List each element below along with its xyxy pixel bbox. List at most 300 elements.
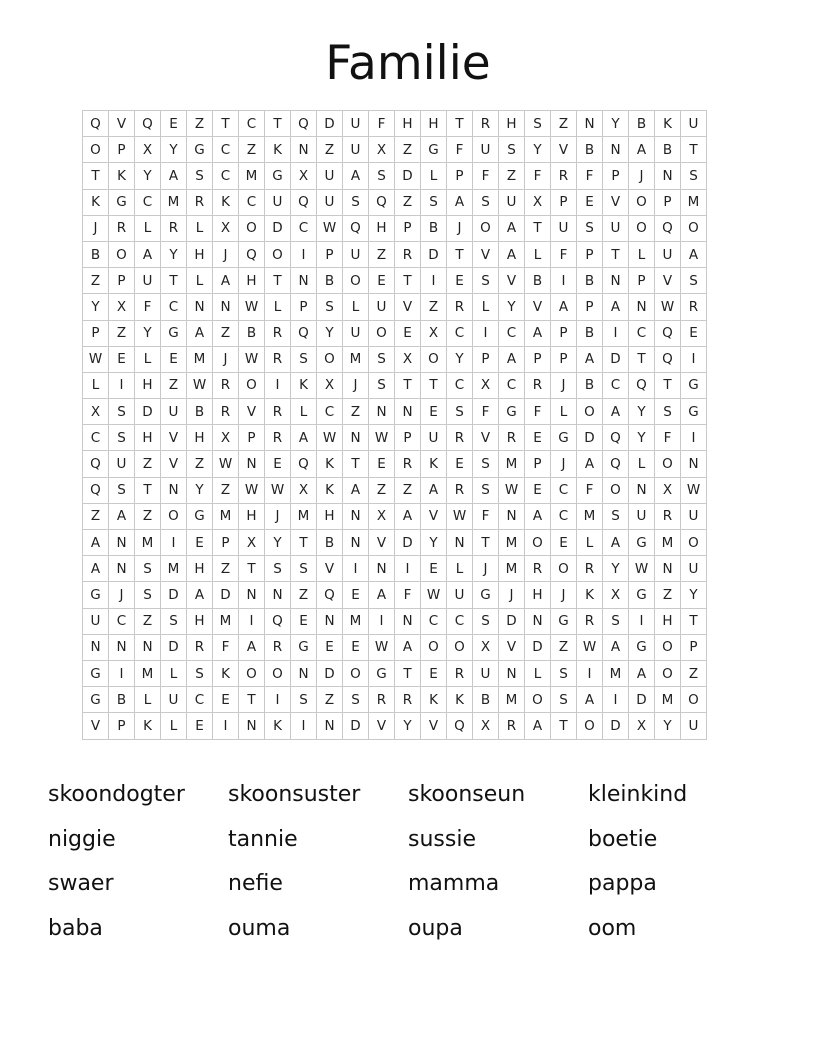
grid-cell: I: [395, 556, 421, 582]
grid-row: [83, 163, 707, 189]
grid-cell: Z: [369, 241, 395, 267]
grid-cell: F: [525, 399, 551, 425]
grid-cell: M: [499, 556, 525, 582]
grid-cell: D: [317, 660, 343, 686]
grid-cell: Z: [395, 137, 421, 163]
grid-cell: V: [525, 294, 551, 320]
grid-cell: Y: [629, 425, 655, 451]
grid-cell: B: [187, 399, 213, 425]
grid-cell: S: [135, 582, 161, 608]
grid-cell: K: [265, 713, 291, 739]
grid-cell: Z: [655, 582, 681, 608]
grid-cell: P: [213, 530, 239, 556]
grid-cell: X: [421, 320, 447, 346]
grid-row: [83, 608, 707, 634]
grid-cell: B: [473, 687, 499, 713]
grid-cell: W: [83, 346, 109, 372]
grid-row: [83, 241, 707, 267]
grid-cell: N: [681, 451, 707, 477]
word-list-item: mamma: [408, 871, 500, 896]
grid-cell: A: [213, 268, 239, 294]
grid-cell: Z: [135, 503, 161, 529]
grid-cell: E: [265, 451, 291, 477]
grid-cell: N: [317, 713, 343, 739]
grid-cell: J: [551, 451, 577, 477]
grid-cell: T: [395, 660, 421, 686]
grid-cell: P: [239, 425, 265, 451]
grid-cell: Q: [655, 215, 681, 241]
grid-cell: E: [421, 399, 447, 425]
grid-cell: T: [421, 372, 447, 398]
grid-cell: R: [265, 399, 291, 425]
grid-cell: K: [109, 163, 135, 189]
grid-row: [83, 451, 707, 477]
grid-cell: R: [577, 556, 603, 582]
word-list-item: oom: [588, 915, 637, 941]
grid-cell: Z: [551, 634, 577, 660]
grid-cell: C: [447, 320, 473, 346]
grid-cell: C: [187, 687, 213, 713]
grid-cell: M: [577, 503, 603, 529]
grid-cell: E: [187, 713, 213, 739]
grid-cell: S: [473, 268, 499, 294]
grid-cell: V: [369, 530, 395, 556]
grid-cell: A: [577, 687, 603, 713]
grid-cell: D: [499, 608, 525, 634]
grid-cell: M: [343, 608, 369, 634]
grid-cell: W: [577, 634, 603, 660]
grid-cell: I: [109, 372, 135, 398]
grid-cell: O: [239, 660, 265, 686]
grid-cell: Z: [83, 268, 109, 294]
grid-cell: M: [499, 687, 525, 713]
grid-cell: N: [239, 713, 265, 739]
grid-cell: J: [447, 215, 473, 241]
grid-cell: G: [265, 163, 291, 189]
grid-cell: N: [395, 608, 421, 634]
grid-cell: T: [265, 268, 291, 294]
grid-cell: Q: [343, 215, 369, 241]
grid-cell: N: [577, 111, 603, 137]
grid-cell: E: [681, 320, 707, 346]
grid-cell: R: [109, 215, 135, 241]
grid-cell: O: [603, 477, 629, 503]
grid-cell: V: [161, 425, 187, 451]
grid-cell: Q: [447, 713, 473, 739]
grid-cell: K: [135, 713, 161, 739]
grid-cell: Z: [213, 556, 239, 582]
grid-cell: S: [473, 189, 499, 215]
grid-cell: K: [317, 477, 343, 503]
grid-cell: H: [239, 268, 265, 294]
grid-cell: X: [291, 477, 317, 503]
grid-cell: X: [369, 137, 395, 163]
grid-cell: Z: [161, 372, 187, 398]
grid-cell: V: [395, 294, 421, 320]
grid-cell: L: [525, 660, 551, 686]
grid-cell: O: [551, 556, 577, 582]
grid-cell: G: [291, 634, 317, 660]
grid-cell: A: [577, 451, 603, 477]
grid-cell: R: [499, 425, 525, 451]
grid-cell: V: [421, 503, 447, 529]
grid-cell: J: [83, 215, 109, 241]
grid-cell: U: [343, 241, 369, 267]
grid-cell: T: [681, 137, 707, 163]
grid-cell: C: [135, 189, 161, 215]
grid-cell: I: [291, 713, 317, 739]
grid-cell: R: [187, 189, 213, 215]
grid-cell: P: [109, 137, 135, 163]
grid-cell: Z: [499, 163, 525, 189]
grid-cell: O: [629, 215, 655, 241]
grid-cell: E: [577, 189, 603, 215]
grid-cell: U: [681, 556, 707, 582]
grid-cell: R: [213, 372, 239, 398]
grid-cell: P: [551, 346, 577, 372]
grid-cell: G: [369, 660, 395, 686]
grid-cell: P: [551, 189, 577, 215]
grid-cell: E: [395, 320, 421, 346]
grid-cell: J: [265, 503, 291, 529]
grid-cell: Z: [83, 503, 109, 529]
grid-cell: V: [421, 713, 447, 739]
word-list-item: kleinkind: [588, 782, 688, 807]
grid-cell: O: [239, 372, 265, 398]
grid-cell: H: [655, 608, 681, 634]
grid-row: [83, 713, 707, 739]
grid-cell: P: [473, 346, 499, 372]
grid-cell: F: [551, 241, 577, 267]
grid-cell: N: [603, 137, 629, 163]
grid-cell: G: [629, 582, 655, 608]
grid-cell: N: [239, 582, 265, 608]
word-list-item: skoonseun: [408, 782, 526, 807]
grid-cell: Q: [655, 320, 681, 346]
grid-cell: W: [369, 634, 395, 660]
grid-cell: U: [681, 111, 707, 137]
grid-cell: Y: [135, 163, 161, 189]
grid-cell: Y: [655, 713, 681, 739]
grid-cell: A: [603, 634, 629, 660]
grid-cell: C: [447, 608, 473, 634]
grid-cell: O: [681, 687, 707, 713]
grid-cell: E: [343, 582, 369, 608]
grid-cell: D: [317, 111, 343, 137]
grid-cell: N: [291, 660, 317, 686]
grid-cell: W: [499, 477, 525, 503]
grid-cell: C: [551, 477, 577, 503]
grid-cell: V: [239, 399, 265, 425]
grid-cell: N: [187, 294, 213, 320]
grid-cell: L: [551, 399, 577, 425]
grid-cell: V: [603, 189, 629, 215]
grid-cell: Q: [265, 608, 291, 634]
grid-cell: A: [629, 137, 655, 163]
grid-cell: Y: [135, 320, 161, 346]
grid-cell: A: [577, 346, 603, 372]
grid-cell: O: [525, 530, 551, 556]
grid-cell: J: [109, 582, 135, 608]
grid-cell: B: [577, 137, 603, 163]
grid-cell: J: [213, 241, 239, 267]
grid-cell: L: [187, 268, 213, 294]
grid-cell: S: [135, 556, 161, 582]
grid-cell: Q: [603, 451, 629, 477]
grid-cell: D: [525, 634, 551, 660]
grid-cell: O: [343, 660, 369, 686]
grid-cell: N: [291, 268, 317, 294]
grid-cell: K: [213, 189, 239, 215]
grid-cell: P: [551, 320, 577, 346]
grid-cell: Y: [603, 556, 629, 582]
grid-cell: A: [629, 660, 655, 686]
grid-cell: S: [343, 189, 369, 215]
grid-cell: U: [161, 687, 187, 713]
grid-cell: K: [291, 372, 317, 398]
grid-cell: S: [265, 556, 291, 582]
grid-cell: N: [343, 425, 369, 451]
word-list-item: pappa: [588, 871, 657, 896]
grid-cell: R: [473, 111, 499, 137]
grid-cell: A: [343, 163, 369, 189]
grid-cell: E: [447, 268, 473, 294]
grid-cell: D: [603, 346, 629, 372]
word-list-item: swaer: [48, 871, 114, 896]
grid-cell: E: [291, 608, 317, 634]
grid-cell: M: [291, 503, 317, 529]
grid-cell: B: [109, 687, 135, 713]
word-list-item: skoondogter: [48, 782, 185, 807]
grid-row: [83, 477, 707, 503]
grid-cell: G: [551, 608, 577, 634]
grid-cell: H: [187, 556, 213, 582]
word-list-item: niggie: [48, 826, 116, 852]
grid-cell: P: [681, 634, 707, 660]
grid-cell: L: [83, 372, 109, 398]
grid-cell: H: [395, 111, 421, 137]
grid-cell: L: [525, 241, 551, 267]
grid-cell: D: [603, 713, 629, 739]
grid-cell: T: [239, 556, 265, 582]
grid-cell: N: [161, 477, 187, 503]
grid-cell: A: [369, 582, 395, 608]
grid-cell: C: [317, 399, 343, 425]
grid-cell: X: [473, 634, 499, 660]
grid-cell: K: [213, 660, 239, 686]
grid-cell: Q: [239, 241, 265, 267]
grid-cell: N: [291, 137, 317, 163]
grid-cell: V: [83, 713, 109, 739]
grid-cell: A: [525, 713, 551, 739]
grid-row: [83, 634, 707, 660]
grid-cell: P: [525, 346, 551, 372]
grid-cell: B: [525, 268, 551, 294]
grid-cell: F: [447, 137, 473, 163]
grid-cell: Q: [291, 320, 317, 346]
grid-cell: K: [421, 687, 447, 713]
grid-cell: Q: [291, 111, 317, 137]
grid-cell: O: [161, 503, 187, 529]
grid-cell: T: [239, 687, 265, 713]
grid-cell: X: [395, 346, 421, 372]
grid-cell: G: [629, 634, 655, 660]
grid-cell: Z: [551, 111, 577, 137]
grid-cell: Y: [681, 582, 707, 608]
grid-cell: O: [447, 634, 473, 660]
grid-cell: O: [239, 215, 265, 241]
grid-cell: A: [499, 346, 525, 372]
grid-cell: L: [473, 294, 499, 320]
grid-cell: M: [499, 530, 525, 556]
grid-cell: Q: [629, 372, 655, 398]
grid-cell: M: [213, 503, 239, 529]
grid-cell: A: [499, 215, 525, 241]
grid-cell: Y: [499, 294, 525, 320]
grid-cell: I: [421, 268, 447, 294]
grid-cell: D: [395, 530, 421, 556]
grid-cell: S: [187, 660, 213, 686]
grid-cell: B: [629, 111, 655, 137]
grid-cell: I: [161, 530, 187, 556]
grid-cell: A: [291, 425, 317, 451]
grid-cell: S: [681, 268, 707, 294]
grid-cell: Z: [343, 399, 369, 425]
grid-cell: W: [447, 503, 473, 529]
grid-cell: E: [109, 346, 135, 372]
grid-cell: W: [421, 582, 447, 608]
word-list-item: skoonsuster: [228, 782, 361, 807]
grid-cell: L: [135, 215, 161, 241]
grid-cell: O: [83, 137, 109, 163]
grid-cell: U: [681, 503, 707, 529]
grid-cell: W: [239, 346, 265, 372]
grid-cell: O: [317, 346, 343, 372]
grid-cell: Y: [83, 294, 109, 320]
grid-cell: U: [369, 294, 395, 320]
grid-cell: K: [317, 451, 343, 477]
grid-cell: E: [187, 530, 213, 556]
grid-cell: D: [213, 582, 239, 608]
grid-cell: X: [369, 503, 395, 529]
grid-cell: V: [109, 111, 135, 137]
grid-cell: S: [109, 477, 135, 503]
grid-cell: Q: [369, 189, 395, 215]
grid-cell: V: [655, 268, 681, 294]
grid-cell: I: [343, 556, 369, 582]
grid-cell: R: [447, 294, 473, 320]
grid-cell: W: [681, 477, 707, 503]
grid-cell: C: [109, 608, 135, 634]
grid-cell: T: [83, 163, 109, 189]
grid-cell: B: [239, 320, 265, 346]
grid-cell: S: [109, 425, 135, 451]
grid-cell: M: [603, 660, 629, 686]
grid-cell: T: [343, 451, 369, 477]
grid-cell: H: [187, 608, 213, 634]
grid-cell: Z: [239, 137, 265, 163]
grid-cell: Z: [213, 477, 239, 503]
grid-cell: D: [577, 425, 603, 451]
grid-cell: S: [421, 189, 447, 215]
grid-cell: R: [447, 425, 473, 451]
grid-cell: Y: [603, 111, 629, 137]
grid-cell: G: [681, 399, 707, 425]
grid-cell: V: [551, 137, 577, 163]
grid-cell: A: [421, 477, 447, 503]
grid-cell: G: [109, 189, 135, 215]
grid-row: [83, 215, 707, 241]
grid-cell: E: [343, 634, 369, 660]
grid-cell: Q: [291, 451, 317, 477]
grid-cell: Q: [83, 111, 109, 137]
grid-cell: E: [421, 660, 447, 686]
grid-cell: F: [655, 425, 681, 451]
grid-cell: O: [525, 687, 551, 713]
grid-cell: N: [369, 556, 395, 582]
grid-cell: C: [83, 425, 109, 451]
grid-cell: N: [603, 268, 629, 294]
grid-cell: O: [577, 713, 603, 739]
grid-cell: H: [525, 582, 551, 608]
grid-cell: N: [135, 634, 161, 660]
grid-cell: Q: [291, 189, 317, 215]
grid-cell: C: [213, 137, 239, 163]
grid-cell: C: [421, 608, 447, 634]
grid-cell: V: [317, 556, 343, 582]
grid-cell: U: [421, 425, 447, 451]
grid-cell: B: [83, 241, 109, 267]
grid-cell: T: [395, 268, 421, 294]
grid-cell: S: [369, 372, 395, 398]
grid-cell: U: [473, 660, 499, 686]
word-list-item: oupa: [408, 915, 463, 941]
grid-cell: Y: [161, 137, 187, 163]
grid-cell: T: [447, 241, 473, 267]
grid-cell: U: [499, 189, 525, 215]
grid-cell: D: [135, 399, 161, 425]
grid-cell: P: [525, 451, 551, 477]
grid-cell: C: [239, 189, 265, 215]
grid-cell: G: [83, 582, 109, 608]
grid-cell: S: [603, 608, 629, 634]
grid-cell: T: [655, 372, 681, 398]
grid-cell: A: [525, 320, 551, 346]
word-list-item: boetie: [588, 826, 658, 852]
grid-cell: N: [629, 477, 655, 503]
grid-cell: X: [317, 372, 343, 398]
grid-cell: U: [161, 399, 187, 425]
grid-cell: U: [603, 215, 629, 241]
grid-cell: U: [343, 111, 369, 137]
word-list-item: tannie: [228, 826, 298, 852]
grid-cell: R: [499, 713, 525, 739]
grid-cell: N: [343, 530, 369, 556]
grid-cell: N: [265, 582, 291, 608]
grid-cell: L: [421, 163, 447, 189]
grid-cell: U: [265, 189, 291, 215]
grid-cell: V: [499, 634, 525, 660]
grid-cell: R: [265, 634, 291, 660]
grid-cell: A: [161, 163, 187, 189]
grid-cell: Z: [317, 687, 343, 713]
grid-cell: O: [577, 399, 603, 425]
grid-cell: T: [161, 268, 187, 294]
grid-cell: S: [187, 163, 213, 189]
grid-cell: M: [343, 346, 369, 372]
grid-cell: U: [83, 608, 109, 634]
grid-cell: A: [343, 477, 369, 503]
